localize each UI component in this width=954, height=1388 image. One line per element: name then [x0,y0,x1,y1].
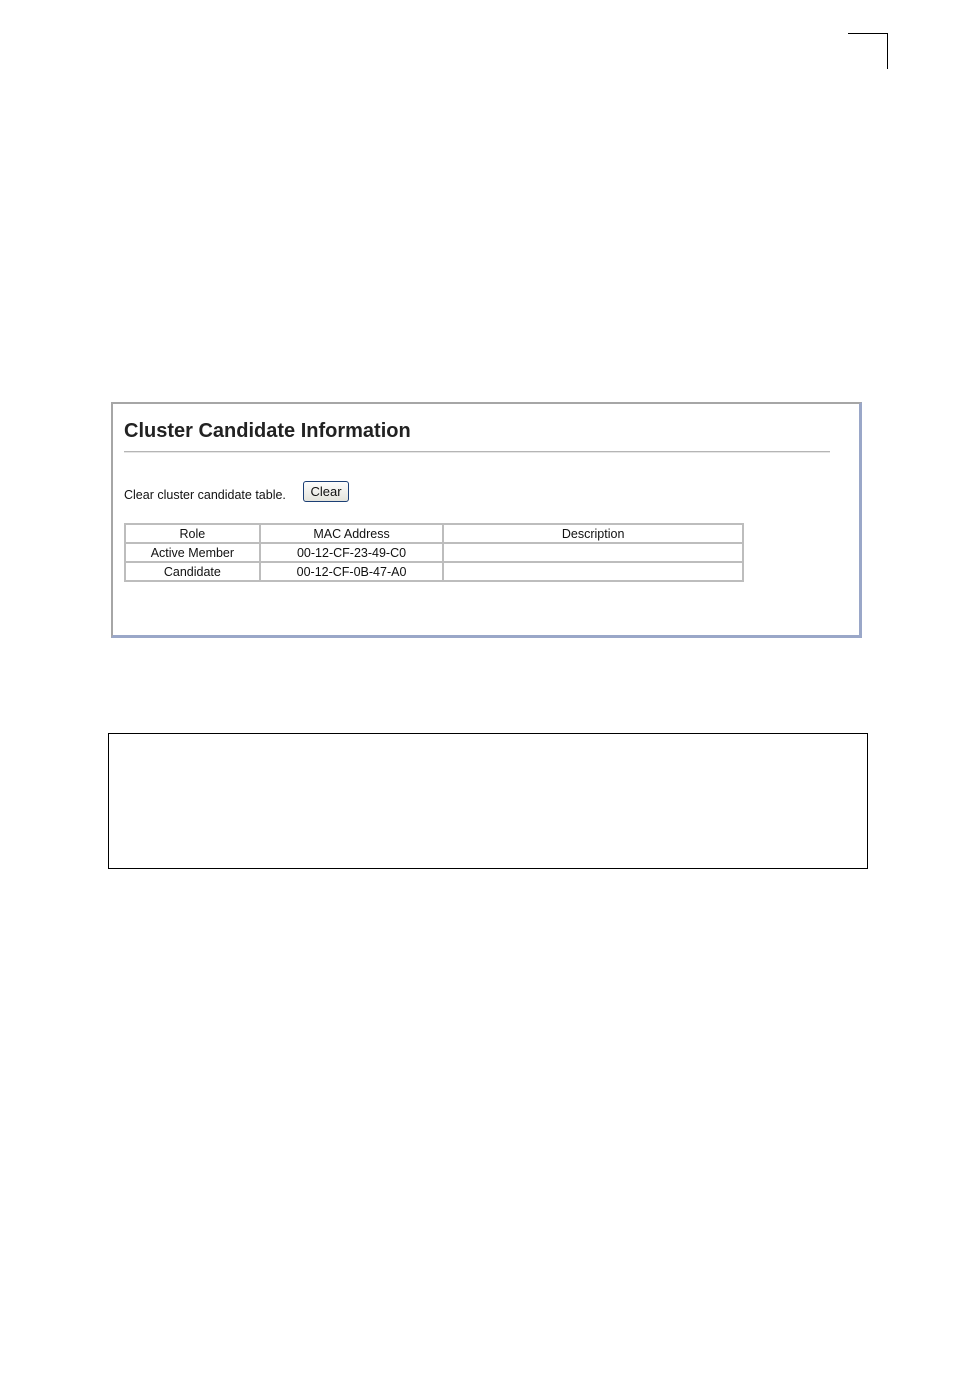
title-divider [124,451,830,453]
column-header-description: Description [443,524,743,543]
cluster-candidate-table [124,523,744,582]
table-row [125,543,743,562]
column-header-mac-address: MAC Address [260,524,444,543]
cell-mac-address: 00-12-CF-23-49-C0 [260,543,444,562]
cell-description [443,562,743,581]
cell-mac-address: 00-12-CF-0B-47-A0 [260,562,444,581]
empty-content-box [108,733,868,869]
crop-mark-horizontal [848,33,888,34]
column-header-role: Role [125,524,260,543]
table-header-row [125,524,743,543]
cluster-candidate-panel [111,402,862,638]
cell-role: Candidate [125,562,260,581]
page-title: Cluster Candidate Information [124,420,411,442]
table-row [125,562,743,581]
cell-role: Active Member [125,543,260,562]
crop-mark-vertical [887,33,888,69]
clear-button[interactable]: Clear [303,481,349,502]
cell-description [443,543,743,562]
clear-table-label: Clear cluster candidate table. [124,488,286,502]
